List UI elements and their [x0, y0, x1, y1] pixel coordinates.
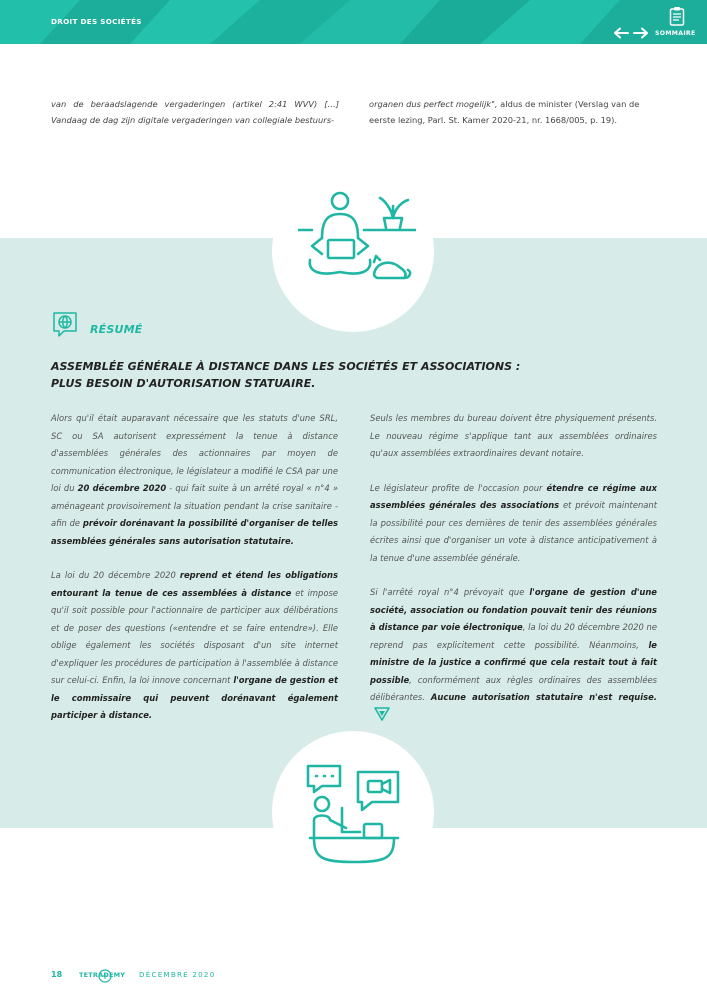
bold-span: Aucune autorisation statutaire n'est requise. [430, 692, 657, 702]
text-span: Si l'arrêté royal n°4 prévoyait que [370, 587, 530, 597]
quote-left-column: van de beraadslagende vergaderingen (artikel 2:41 WVV) […] Vandaag de dag zijn digitale vergaderingen van collegiale bestuurs- [51, 99, 339, 125]
text-span: La loi du 20 décembre 2020 [51, 570, 180, 580]
summary-right-column [370, 410, 657, 741]
page-navigation [613, 27, 649, 39]
quote-right-italic: organen dus perfect mogelijk", [369, 99, 498, 109]
resume-title-line2: PLUS BESOIN D'AUTORISATION STATUAIRE. [51, 377, 316, 390]
summary-left-column [51, 410, 338, 742]
clipboard-icon[interactable] [669, 6, 685, 26]
quote-right-text: aldus de minister (Verslag van de eerste lezing, Parl. St. Kamer 2020-21, nr. 1668/005, p. 19). [369, 99, 640, 125]
footer-date: DÉCEMBRE 2020 [139, 970, 216, 979]
arrow-right-icon[interactable] [633, 27, 649, 39]
bold-span: 20 décembre 2020 [77, 483, 167, 493]
text-span: - qui fait suite à un arrêté royal « n°4 » aménageant provisoirement la situation pendant la crise sanitaire - afin de [51, 483, 338, 528]
header-bar [0, 0, 707, 44]
left-paragraph-2 [51, 567, 338, 725]
left-paragraph-1 [51, 410, 338, 550]
section-title: DROIT DES SOCIÉTÉS [51, 17, 142, 26]
bold-span: l'organe de gestion et le commissaire qui peuvent dorénavant également participer à distance. [51, 675, 338, 720]
end-mark-icon [374, 707, 390, 721]
bold-span: l'organe de gestion d'une société, association ou fondation pouvait tenir des réunions à distance par voie électronique [370, 587, 657, 632]
arrow-left-icon[interactable] [613, 27, 629, 39]
text-span: , la loi du 20 décembre 2020 ne reprend pas explicitement cette possibilité. Néanmoins, [370, 622, 657, 650]
text-span: , conformément aux règles ordinaires des assemblées délibérantes. [370, 674, 657, 702]
logo-text: TETRADEMY [79, 971, 126, 979]
page-footer [51, 967, 351, 987]
resume-title-line1: ASSEMBLÉE GÉNÉRALE À DISTANCE DANS LES SOCIÉTÉS ET ASSOCIATIONS : [51, 360, 521, 373]
text-span: Alors qu'il était auparavant nécessaire que les statuts d'une SRL, SC ou SA autorisent expressément la tenue à distance d'assemblées générales des actionnaires par moyen de communication électronique, le législateur a modifié le CSA par une loi du [51, 413, 338, 493]
globe-chat-icon [50, 310, 80, 340]
right-paragraph-2 [370, 480, 657, 568]
right-paragraph-3 [370, 584, 657, 724]
video-call-illustration [302, 762, 404, 870]
bold-span: le ministre de la justice a confirmé que cela restait tout à fait possible [370, 639, 657, 685]
bold-span: reprend et étend les obligations entourant la tenue de ces assemblées à distance [51, 570, 338, 598]
right-paragraph-1: Seuls les membres du bureau doivent être physiquement présents. Le nouveau régime s'applique tant aux assemblées ordinaires qu'aux assemblées extraordinaires devant notaire. [370, 413, 657, 458]
sommaire-link[interactable]: SOMMAIRE [655, 30, 696, 37]
page-number: 18 [51, 970, 63, 979]
resume-title [51, 358, 611, 392]
bold-span: étendre ce régime aux assemblées générales des associations [370, 482, 658, 510]
bold-span: prévoir dorénavant la possibilité d'organiser de telles assemblées générales sans autorisation statutaire. [51, 518, 338, 546]
text-span: et prévoit maintenant la possibilité pour ces dernières de tenir des assemblées générales écrites ainsi que d'organiser un vote à distance anticipativement à la tenue d'une assemblée générale. [370, 500, 658, 563]
quote-right-column [369, 96, 657, 128]
text-span: et impose qu'il soit possible pour l'actionnaire de participer aux délibérations et de poser des questions («entendre et se faire entendre»). Elle oblige également les sociétés disposant d'un site internet d'expliquer les procédures de participation à l'assemblée à distance sur celui-ci. Enfin, la loi innove concernant [51, 587, 339, 685]
text-span: Le législateur profite de l'occasion pour [370, 482, 547, 493]
person-laptop-illustration [298, 188, 416, 286]
resume-label: RÉSUMÉ [90, 323, 143, 336]
